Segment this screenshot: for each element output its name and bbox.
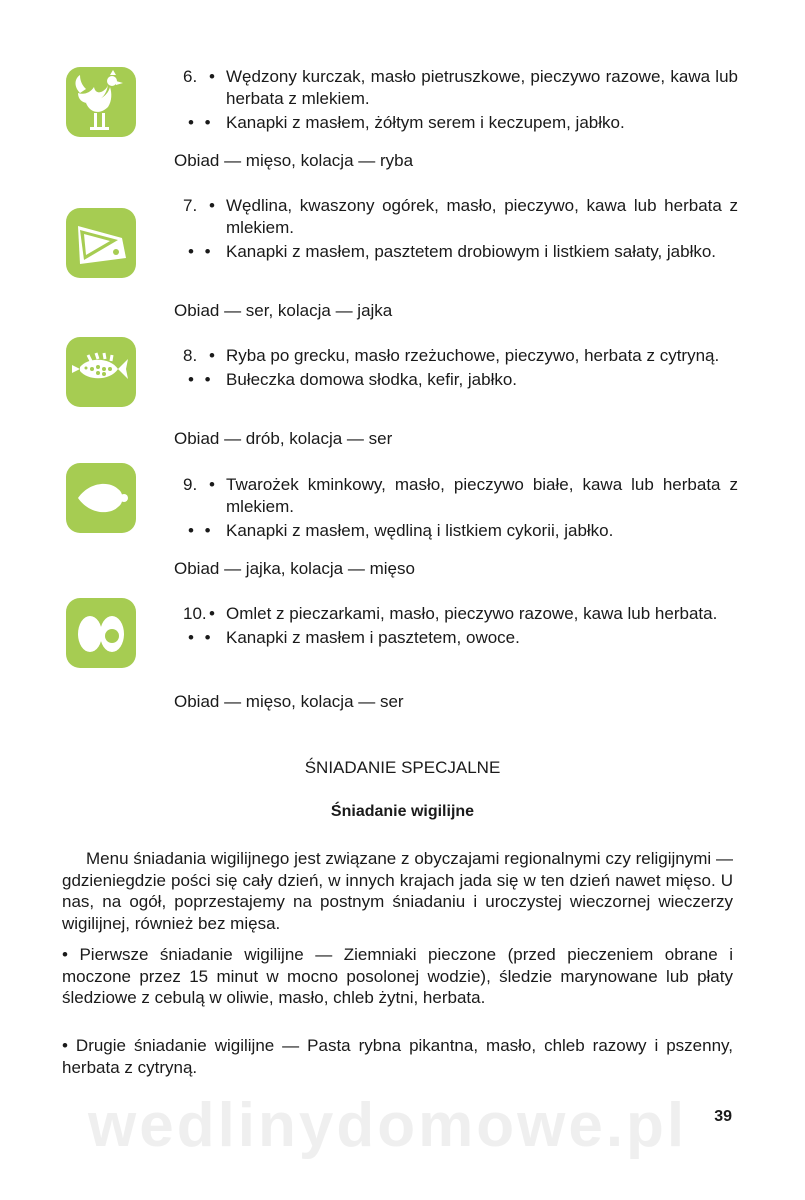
obiad-line-6: Obiad — mięso, kolacja — ryba bbox=[174, 151, 414, 170]
menu-item-line1 bbox=[183, 195, 738, 239]
fish-icon bbox=[66, 337, 136, 407]
single-bullet: • bbox=[209, 67, 215, 86]
single-bullet: • bbox=[209, 604, 215, 623]
single-bullet: • bbox=[209, 346, 215, 365]
watermark: wedlinydomowe.pl bbox=[88, 1091, 688, 1160]
second-breakfast-text: Kanapki z masłem, wędliną i listkiem cykorii, jabłko. bbox=[226, 521, 614, 540]
first-breakfast-text: Wędzony kurczak, masło pietruszkowe, pieczywo razowe, kawa lub herbata z mlekiem. bbox=[226, 67, 738, 108]
second-breakfast-text: Kanapki z masłem, pasztetem drobiowym i listkiem sałaty, jabłko. bbox=[226, 242, 717, 261]
double-bullet: • • bbox=[188, 113, 214, 132]
egg-icon bbox=[66, 598, 136, 668]
menu-item-line1 bbox=[183, 603, 738, 625]
first-breakfast-text: Twarożek kminkowy, masło, pieczywo białe, kawa lub herbata z mlekiem. bbox=[226, 475, 738, 516]
double-bullet: • • bbox=[188, 628, 214, 647]
second-breakfast-text: Bułeczka domowa słodka, kefir, jabłko. bbox=[226, 370, 518, 389]
obiad-line-8: Obiad — drób, kolacja — ser bbox=[174, 429, 393, 448]
obiad-line-7: Obiad — ser, kolacja — jajka bbox=[174, 301, 393, 320]
item-number: 7. bbox=[183, 196, 198, 215]
single-bullet: • bbox=[209, 196, 215, 215]
item-number: 10. bbox=[183, 604, 207, 623]
menu-item-10 bbox=[183, 603, 738, 649]
menu-item-line1 bbox=[183, 66, 738, 110]
intro-paragraph: Menu śniadania wigilijnego jest związane z obyczajami regionalnymi czy religijnymi — gdzieniegdzie pości się cały dzień, w innych krajach jada się w ten dzień nawet mięso. U nas, na ogół, poprzestajemy na postnym śniadaniu i uroczystej wieczornej wieczerzy wigilijnej, również bez mięsa. bbox=[62, 849, 733, 933]
menu-item-6 bbox=[183, 66, 738, 134]
rooster-icon bbox=[66, 67, 136, 137]
obiad-line-10: Obiad — mięso, kolacja — ser bbox=[174, 692, 404, 711]
cheese-icon bbox=[66, 208, 136, 278]
item-number: 9. bbox=[183, 475, 198, 494]
item-number: 8. bbox=[183, 346, 198, 365]
first-breakfast-text: Wędlina, kwaszony ogórek, masło, pieczywo, kawa lub herbata z mlekiem. bbox=[226, 196, 738, 237]
first-breakfast-text: Omlet z pieczarkami, masło, pieczywo razowe, kawa lub herbata. bbox=[226, 604, 718, 623]
page-number: 39 bbox=[714, 1108, 732, 1125]
menu-item-8 bbox=[183, 345, 738, 391]
double-bullet: • • bbox=[188, 242, 214, 261]
single-bullet: • bbox=[209, 475, 215, 494]
menu-item-line2 bbox=[183, 112, 738, 134]
menu-item-9 bbox=[183, 474, 738, 542]
second-breakfast-text: Kanapki z masłem, żółtym serem i keczupem, jabłko. bbox=[226, 113, 625, 132]
second-breakfast-text: Kanapki z masłem i pasztetem, owoce. bbox=[226, 628, 520, 647]
double-bullet: • • bbox=[188, 370, 214, 389]
menu-item-7 bbox=[183, 195, 738, 263]
double-bullet: • • bbox=[188, 521, 214, 540]
first-wigilia-breakfast-paragraph: • Pierwsze śniadanie wigilijne — Ziemniaki pieczone (przed pieczeniem obrane i moczone przez 15 minut w mocno posolonej wodzie), śledzie marynowane lub płaty śledziowe z cebulą w oliwie, masło, chleb żytni, herbata. bbox=[62, 945, 733, 1007]
menu-item-line1 bbox=[183, 474, 738, 518]
menu-item-line1 bbox=[183, 345, 738, 367]
menu-item-line2 bbox=[183, 520, 738, 542]
section-heading: ŚNIADANIE SPECJALNE bbox=[304, 758, 501, 777]
heart-leaf-icon bbox=[66, 463, 136, 533]
first-breakfast-text: Ryba po grecku, masło rzeżuchowe, pieczywo, herbata z cytryną. bbox=[226, 346, 720, 365]
menu-item-line2 bbox=[183, 241, 738, 263]
item-number: 6. bbox=[183, 67, 198, 86]
menu-item-line2 bbox=[183, 627, 738, 649]
subheading: Śniadanie wigilijne bbox=[330, 803, 475, 820]
obiad-line-9: Obiad — jajka, kolacja — mięso bbox=[174, 559, 415, 578]
second-wigilia-breakfast-paragraph: • Drugie śniadanie wigilijne — Pasta rybna pikantna, masło, chleb razowy i pszenny, herbata z cytryną. bbox=[62, 1036, 733, 1077]
menu-item-line2 bbox=[183, 369, 738, 391]
